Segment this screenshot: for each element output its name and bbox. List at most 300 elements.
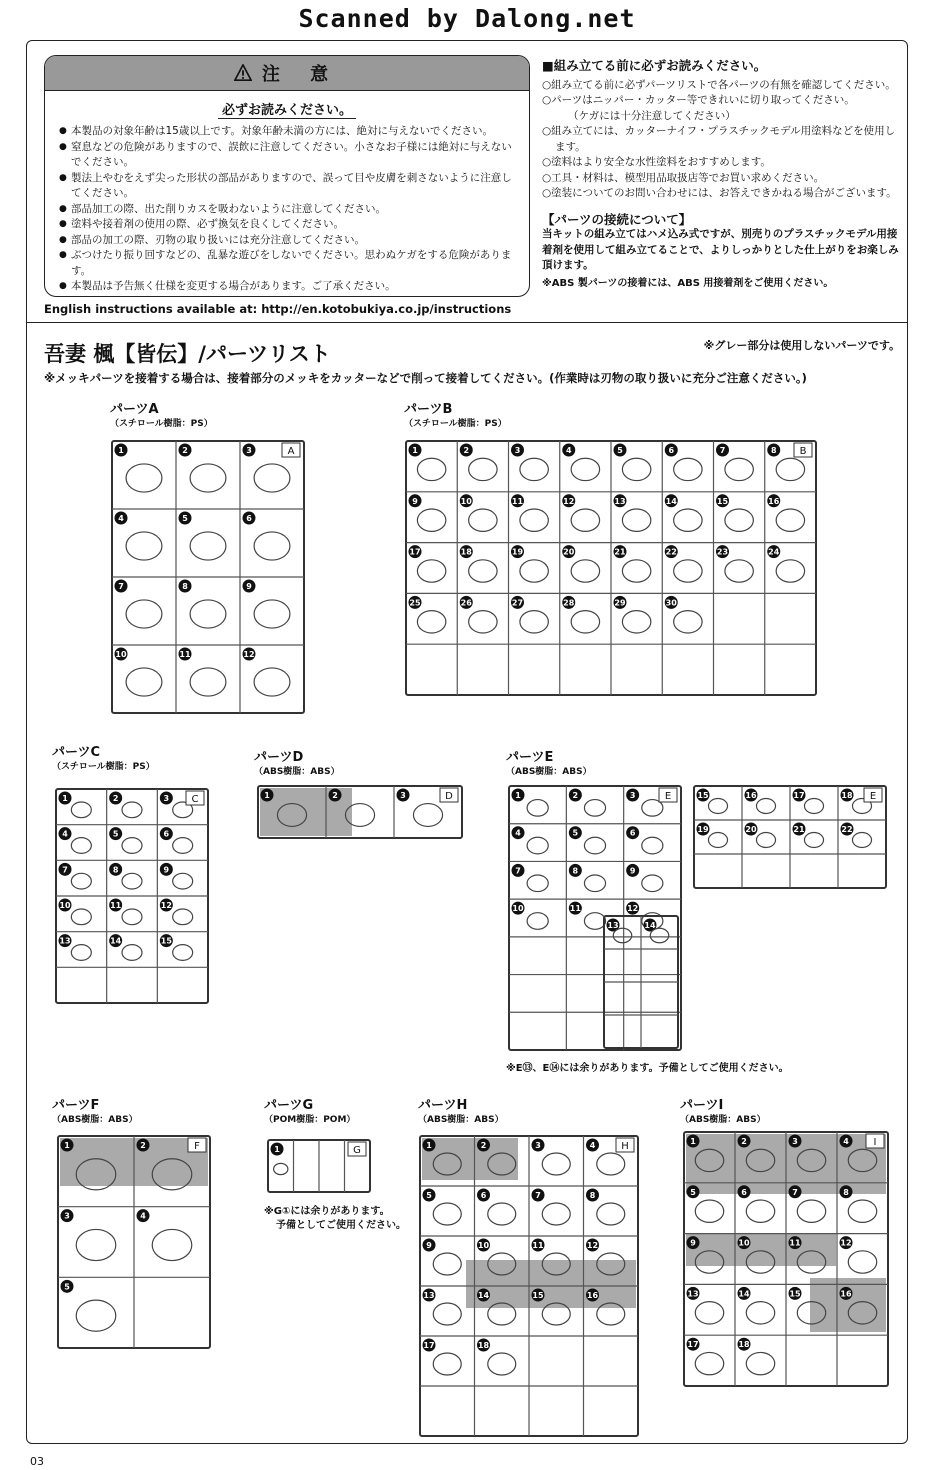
svg-text:6: 6	[246, 514, 252, 523]
part-outline	[71, 838, 91, 854]
svg-text:9: 9	[163, 865, 170, 875]
svg-text:I: I	[873, 1137, 877, 1148]
part-number-marker	[243, 580, 256, 593]
part-outline	[520, 611, 548, 633]
plate-name: パーツG	[264, 1098, 314, 1113]
svg-text:F: F	[194, 1141, 200, 1152]
plate-letter-tag	[188, 1138, 206, 1152]
part-outline	[622, 458, 650, 480]
svg-text:17: 17	[409, 547, 421, 557]
part-outline	[746, 1302, 774, 1324]
part-outline	[190, 532, 226, 560]
part-number-marker	[160, 934, 173, 947]
plate-name: パーツB	[404, 402, 453, 417]
part-number-marker	[697, 789, 710, 802]
part-number-marker	[569, 826, 582, 839]
sprue-e-lower-diagram	[600, 912, 682, 1052]
part-outline	[695, 1200, 723, 1222]
part-number-marker	[665, 596, 678, 609]
caution-title: 注 意	[261, 64, 341, 85]
svg-text:8: 8	[589, 1191, 596, 1200]
part-number-marker	[687, 1287, 700, 1300]
part-outline	[584, 800, 605, 817]
svg-text:1: 1	[274, 1145, 280, 1154]
part-number-marker	[840, 1185, 853, 1198]
part-outline	[126, 464, 162, 492]
svg-text:13: 13	[59, 936, 71, 946]
part-outline	[674, 611, 702, 633]
part-outline	[433, 1353, 461, 1375]
svg-text:15: 15	[532, 1291, 544, 1300]
part-outline	[173, 909, 193, 925]
part-number-marker	[477, 1239, 490, 1252]
part-number-marker	[841, 823, 854, 836]
svg-text:12: 12	[627, 904, 639, 914]
part-number-marker	[397, 789, 410, 802]
svg-text:2: 2	[480, 1141, 487, 1150]
part-number-marker	[738, 1287, 751, 1300]
part-outline	[597, 1203, 625, 1225]
part-outline	[848, 1200, 876, 1222]
svg-text:1: 1	[426, 1141, 432, 1150]
plate-material: （ABS樹脂：ABS）	[418, 1115, 504, 1125]
svg-text:16: 16	[745, 791, 757, 800]
part-number-marker	[423, 1139, 436, 1152]
part-number-marker	[687, 1185, 700, 1198]
svg-text:18: 18	[477, 1341, 490, 1350]
svg-text:5: 5	[690, 1187, 696, 1197]
part-number-marker	[59, 863, 72, 876]
part-outline	[848, 1251, 876, 1273]
svg-text:22: 22	[841, 825, 853, 834]
plate-name: パーツE	[506, 750, 554, 765]
plate-name: パーツI	[680, 1098, 724, 1113]
part-number-marker	[738, 1185, 751, 1198]
part-outline	[650, 928, 668, 943]
svg-text:1: 1	[690, 1137, 696, 1146]
part-number-marker	[586, 1139, 599, 1152]
part-number-marker	[562, 494, 575, 507]
part-outline	[584, 837, 605, 854]
part-number-marker	[109, 792, 122, 805]
part-number-marker	[179, 648, 192, 661]
sprue-c-diagram	[52, 785, 212, 1007]
part-outline	[642, 837, 663, 854]
part-outline	[708, 833, 727, 848]
part-outline	[417, 560, 445, 582]
part-outline	[76, 1300, 116, 1331]
svg-text:8: 8	[770, 446, 777, 455]
svg-text:17: 17	[687, 1340, 699, 1350]
part-number-marker	[460, 494, 473, 507]
svg-text:16: 16	[840, 1289, 852, 1299]
part-number-marker	[767, 444, 780, 457]
scan-credit: Scanned by Dalong.net	[298, 4, 636, 33]
svg-text:12: 12	[840, 1238, 852, 1248]
svg-text:1: 1	[515, 791, 521, 800]
plate-name: パーツD	[254, 750, 304, 765]
before-assembly-notes	[542, 58, 902, 291]
part-outline	[571, 560, 599, 582]
part-number-marker	[562, 596, 575, 609]
part-number-marker	[789, 1287, 802, 1300]
svg-text:2: 2	[140, 1141, 146, 1150]
part-outline	[597, 1153, 625, 1175]
part-number-marker	[532, 1289, 545, 1302]
part-outline	[190, 464, 226, 492]
part-number-marker	[767, 545, 780, 558]
plate-letter-tag	[348, 1142, 366, 1156]
plate-letter-tag	[616, 1138, 634, 1152]
part-outline	[433, 1253, 461, 1275]
part-number-marker	[586, 1239, 599, 1252]
part-number-marker	[793, 823, 806, 836]
part-outline	[804, 833, 823, 848]
svg-text:28: 28	[563, 598, 575, 608]
svg-text:15: 15	[697, 791, 709, 800]
caution-list	[45, 124, 529, 295]
plate-letter-tag	[659, 788, 677, 802]
part-outline	[413, 804, 442, 827]
svg-text:D: D	[445, 791, 453, 802]
part-outline	[756, 833, 775, 848]
part-outline	[488, 1353, 516, 1375]
part-number-marker	[115, 648, 128, 661]
part-number-marker	[716, 545, 729, 558]
note-item: ○塗装についてのお問い合わせには、お答えできかねる場合がございます。	[542, 187, 897, 199]
svg-text:22: 22	[665, 547, 677, 557]
part-number-marker	[477, 1339, 490, 1352]
part-outline	[527, 800, 548, 817]
caution-item: ● 製法上やむをえず尖った形状の部品がありますので、誤って目や皮膚を刺さないように注意してください。	[59, 171, 519, 202]
part-number-marker	[243, 648, 256, 661]
svg-text:25: 25	[409, 598, 421, 608]
part-outline	[746, 1200, 774, 1222]
note-item: ○塗料はより安全な水性塗料をおすすめします。	[542, 156, 771, 168]
svg-text:11: 11	[511, 496, 524, 506]
part-number-marker	[626, 789, 639, 802]
part-outline	[571, 509, 599, 531]
part-outline	[71, 945, 91, 961]
part-outline	[695, 1352, 723, 1374]
svg-text:3: 3	[246, 446, 252, 455]
part-outline	[122, 945, 142, 961]
before-assembly-heading: ■組み立てる前に必ずお読みください。	[542, 58, 767, 73]
plate-letter-tag	[794, 443, 812, 457]
svg-text:13: 13	[687, 1289, 699, 1299]
plate-c-label	[52, 745, 155, 775]
svg-text:1: 1	[62, 794, 68, 803]
svg-text:4: 4	[843, 1137, 849, 1146]
part-number-marker	[614, 545, 627, 558]
part-outline	[520, 458, 548, 480]
svg-text:14: 14	[665, 496, 677, 506]
part-outline	[746, 1352, 774, 1374]
part-outline	[71, 873, 91, 889]
part-number-marker	[137, 1139, 150, 1152]
svg-text:6: 6	[480, 1191, 487, 1200]
svg-text:3: 3	[163, 794, 170, 803]
svg-text:8: 8	[182, 582, 188, 591]
svg-text:12: 12	[243, 650, 255, 659]
part-number-marker	[665, 545, 678, 558]
part-number-marker	[738, 1338, 751, 1351]
svg-text:11: 11	[532, 1241, 544, 1250]
svg-text:19: 19	[697, 825, 709, 834]
plate-name: パーツF	[52, 1098, 100, 1113]
note-item: ○組み立てる前に必ずパーツリストで各パーツの有無を確認してください。	[542, 78, 896, 91]
svg-text:8: 8	[112, 865, 119, 875]
plate-material: （ABS樹脂：ABS）	[52, 1115, 138, 1125]
plate-letter-tag	[866, 1134, 884, 1148]
svg-text:4: 4	[140, 1211, 146, 1221]
svg-text:5: 5	[617, 446, 623, 455]
part-outline	[776, 509, 804, 531]
plate-g-label	[264, 1098, 355, 1128]
part-number-marker	[716, 444, 729, 457]
part-number-marker	[614, 596, 627, 609]
svg-text:G: G	[353, 1145, 361, 1156]
caution-subtitle: 必ずお読みください。	[218, 103, 356, 119]
svg-text:13: 13	[607, 921, 619, 930]
sprue-i-diagram	[680, 1128, 892, 1390]
caution-box	[44, 55, 530, 297]
part-number-marker	[477, 1139, 490, 1152]
plate-d-label	[254, 750, 340, 780]
part-number-marker	[789, 1135, 802, 1148]
plate-material: （スチロール樹脂：PS）	[52, 762, 155, 772]
part-outline	[527, 875, 548, 892]
part-outline	[173, 873, 193, 889]
svg-text:11: 11	[110, 901, 122, 910]
svg-text:A: A	[287, 446, 295, 457]
svg-text:2: 2	[332, 791, 338, 800]
svg-text:18: 18	[841, 791, 853, 800]
part-outline	[122, 909, 142, 925]
svg-text:13: 13	[423, 1291, 435, 1300]
svg-text:5: 5	[426, 1191, 432, 1200]
part-number-marker	[109, 827, 122, 840]
svg-text:5: 5	[572, 828, 579, 838]
part-number-marker	[160, 863, 173, 876]
part-outline	[254, 668, 290, 696]
part-outline	[852, 833, 871, 848]
part-number-marker	[511, 444, 524, 457]
plate-i-label	[680, 1098, 766, 1128]
plate-letter-tag	[864, 788, 882, 802]
svg-text:2: 2	[741, 1137, 747, 1146]
part-outline	[126, 600, 162, 628]
part-outline	[173, 838, 193, 854]
part-outline	[274, 1163, 288, 1174]
part-outline	[488, 1203, 516, 1225]
svg-text:2: 2	[112, 794, 119, 803]
part-number-marker	[512, 864, 525, 877]
svg-text:23: 23	[716, 547, 729, 557]
svg-text:27: 27	[511, 598, 524, 608]
part-number-marker	[61, 1280, 74, 1293]
part-outline	[469, 560, 497, 582]
g-note-line: ※G①には余りがあります。	[264, 1206, 390, 1217]
part-number-marker	[59, 934, 72, 947]
svg-text:5: 5	[64, 1282, 70, 1292]
svg-text:10: 10	[477, 1241, 490, 1250]
part-number-marker	[179, 444, 192, 457]
part-number-marker	[59, 792, 72, 805]
section-divider	[26, 322, 908, 323]
part-number-marker	[511, 545, 524, 558]
part-number-marker	[423, 1189, 436, 1202]
sprue-a-diagram	[108, 437, 308, 717]
caution-item: ● 塗料や接着剤の使用の際、必ず換気を良くしてください。	[59, 217, 519, 233]
svg-text:14: 14	[644, 921, 656, 930]
part-number-marker	[261, 789, 274, 802]
svg-text:B: B	[799, 446, 807, 457]
sprue-h-diagram	[416, 1132, 642, 1440]
svg-text:9: 9	[426, 1241, 432, 1250]
part-outline	[122, 802, 142, 818]
part-outline	[622, 611, 650, 633]
part-number-marker	[665, 494, 678, 507]
svg-text:18: 18	[460, 547, 472, 557]
caution-item: ● ぶつけたり振り回すなどの、乱暴な遊びをしないでください。思わぬケガをする危険があります。	[59, 248, 519, 279]
part-outline	[674, 509, 702, 531]
part-number-marker	[716, 494, 729, 507]
part-number-marker	[477, 1289, 490, 1302]
svg-text:14: 14	[738, 1289, 750, 1299]
part-number-marker	[409, 494, 422, 507]
svg-text:29: 29	[614, 598, 626, 608]
svg-text:4: 4	[515, 828, 521, 838]
part-outline	[417, 611, 445, 633]
svg-text:16: 16	[586, 1291, 599, 1300]
part-outline	[190, 600, 226, 628]
svg-text:1: 1	[118, 446, 124, 455]
svg-text:12: 12	[563, 496, 575, 506]
part-outline	[725, 509, 753, 531]
part-number-marker	[61, 1139, 74, 1152]
plate-material: （スチロール樹脂：PS）	[404, 419, 507, 429]
svg-text:19: 19	[511, 547, 524, 557]
part-number-marker	[243, 444, 256, 457]
part-outline	[674, 560, 702, 582]
svg-text:4: 4	[565, 446, 572, 455]
part-number-marker	[423, 1339, 436, 1352]
part-outline	[76, 1229, 116, 1260]
plate-h-label	[418, 1098, 504, 1128]
svg-text:3: 3	[535, 1141, 541, 1150]
note-item: ○組み立てには、カッターナイフ・プラスチックモデル用塗料などを使用します。	[542, 125, 896, 153]
part-number-marker	[329, 789, 342, 802]
part-outline	[254, 600, 290, 628]
part-outline	[433, 1203, 461, 1225]
plate-material: （スチロール樹脂：PS）	[110, 419, 213, 429]
plate-name: パーツC	[52, 745, 101, 760]
plate-e-label	[506, 750, 592, 780]
part-number-marker	[409, 444, 422, 457]
part-number-marker	[271, 1143, 284, 1156]
part-outline	[622, 509, 650, 531]
part-outline	[122, 873, 142, 889]
part-number-marker	[841, 789, 854, 802]
warning-icon	[234, 64, 252, 82]
part-outline	[584, 875, 605, 892]
svg-text:9: 9	[629, 866, 636, 876]
part-number-marker	[738, 1135, 751, 1148]
part-outline	[126, 532, 162, 560]
part-number-marker	[745, 789, 758, 802]
svg-text:6: 6	[668, 446, 675, 455]
part-number-marker	[460, 596, 473, 609]
plate-b-label	[404, 402, 507, 432]
sprue-g-diagram	[264, 1136, 374, 1196]
part-outline	[152, 1229, 192, 1260]
part-outline	[71, 802, 91, 818]
part-outline	[469, 458, 497, 480]
svg-text:4: 4	[589, 1141, 596, 1150]
part-outline	[804, 799, 823, 814]
caution-item: ● 部品の加工の際、刃物の取り扱いには充分注意してください。	[59, 233, 519, 249]
plate-material: （ABS樹脂：ABS）	[254, 767, 340, 777]
part-number-marker	[109, 934, 122, 947]
svg-text:15: 15	[716, 496, 729, 506]
part-outline	[254, 464, 290, 492]
part-outline	[122, 838, 142, 854]
note-item: （ケガには十分注意してください）	[568, 109, 736, 122]
part-number-marker	[109, 863, 122, 876]
g-note-line: 予備としてご使用ください。	[276, 1220, 406, 1231]
svg-text:11: 11	[179, 650, 191, 659]
part-outline	[527, 837, 548, 854]
svg-text:9: 9	[690, 1238, 696, 1248]
part-number-marker	[687, 1236, 700, 1249]
joint-heading: 【パーツの接続について】	[542, 211, 692, 227]
joint-text: 当キットの組み立てはハメ込み式ですが、別売りのプラスチックモデル用接着剤を使用して組み立てることで、よりしっかりとした仕上がりをお楽しみ頂けます。	[542, 228, 899, 271]
svg-text:16: 16	[768, 496, 780, 506]
svg-text:7: 7	[118, 582, 124, 591]
part-number-marker	[614, 494, 627, 507]
svg-text:2: 2	[182, 446, 188, 455]
part-outline	[756, 799, 775, 814]
svg-text:21: 21	[793, 825, 805, 834]
svg-text:15: 15	[789, 1289, 801, 1299]
part-number-marker	[586, 1289, 599, 1302]
english-instructions-link[interactable]: English instructions available at: http://en.kotobukiya.co.jp/instructions	[44, 302, 512, 316]
svg-text:10: 10	[115, 650, 127, 659]
part-number-marker	[115, 512, 128, 525]
svg-text:10: 10	[738, 1238, 750, 1248]
svg-text:7: 7	[515, 866, 521, 876]
part-number-marker	[59, 899, 72, 912]
part-outline	[527, 913, 548, 930]
svg-text:6: 6	[741, 1187, 747, 1197]
svg-text:E: E	[869, 791, 877, 802]
svg-text:20: 20	[745, 825, 757, 834]
part-outline	[622, 560, 650, 582]
plate-f-label	[52, 1098, 138, 1128]
svg-text:2: 2	[463, 446, 470, 455]
sprue-f-diagram	[54, 1132, 214, 1352]
part-number-marker	[840, 1236, 853, 1249]
caution-header	[45, 56, 529, 91]
svg-text:8: 8	[572, 866, 579, 876]
svg-text:5: 5	[182, 514, 188, 523]
part-number-marker	[614, 444, 627, 457]
svg-text:3: 3	[792, 1137, 798, 1146]
part-number-marker	[512, 789, 525, 802]
plate-material: （POM樹脂：POM）	[264, 1115, 356, 1125]
plate-material: （ABS樹脂：ABS）	[680, 1115, 766, 1125]
